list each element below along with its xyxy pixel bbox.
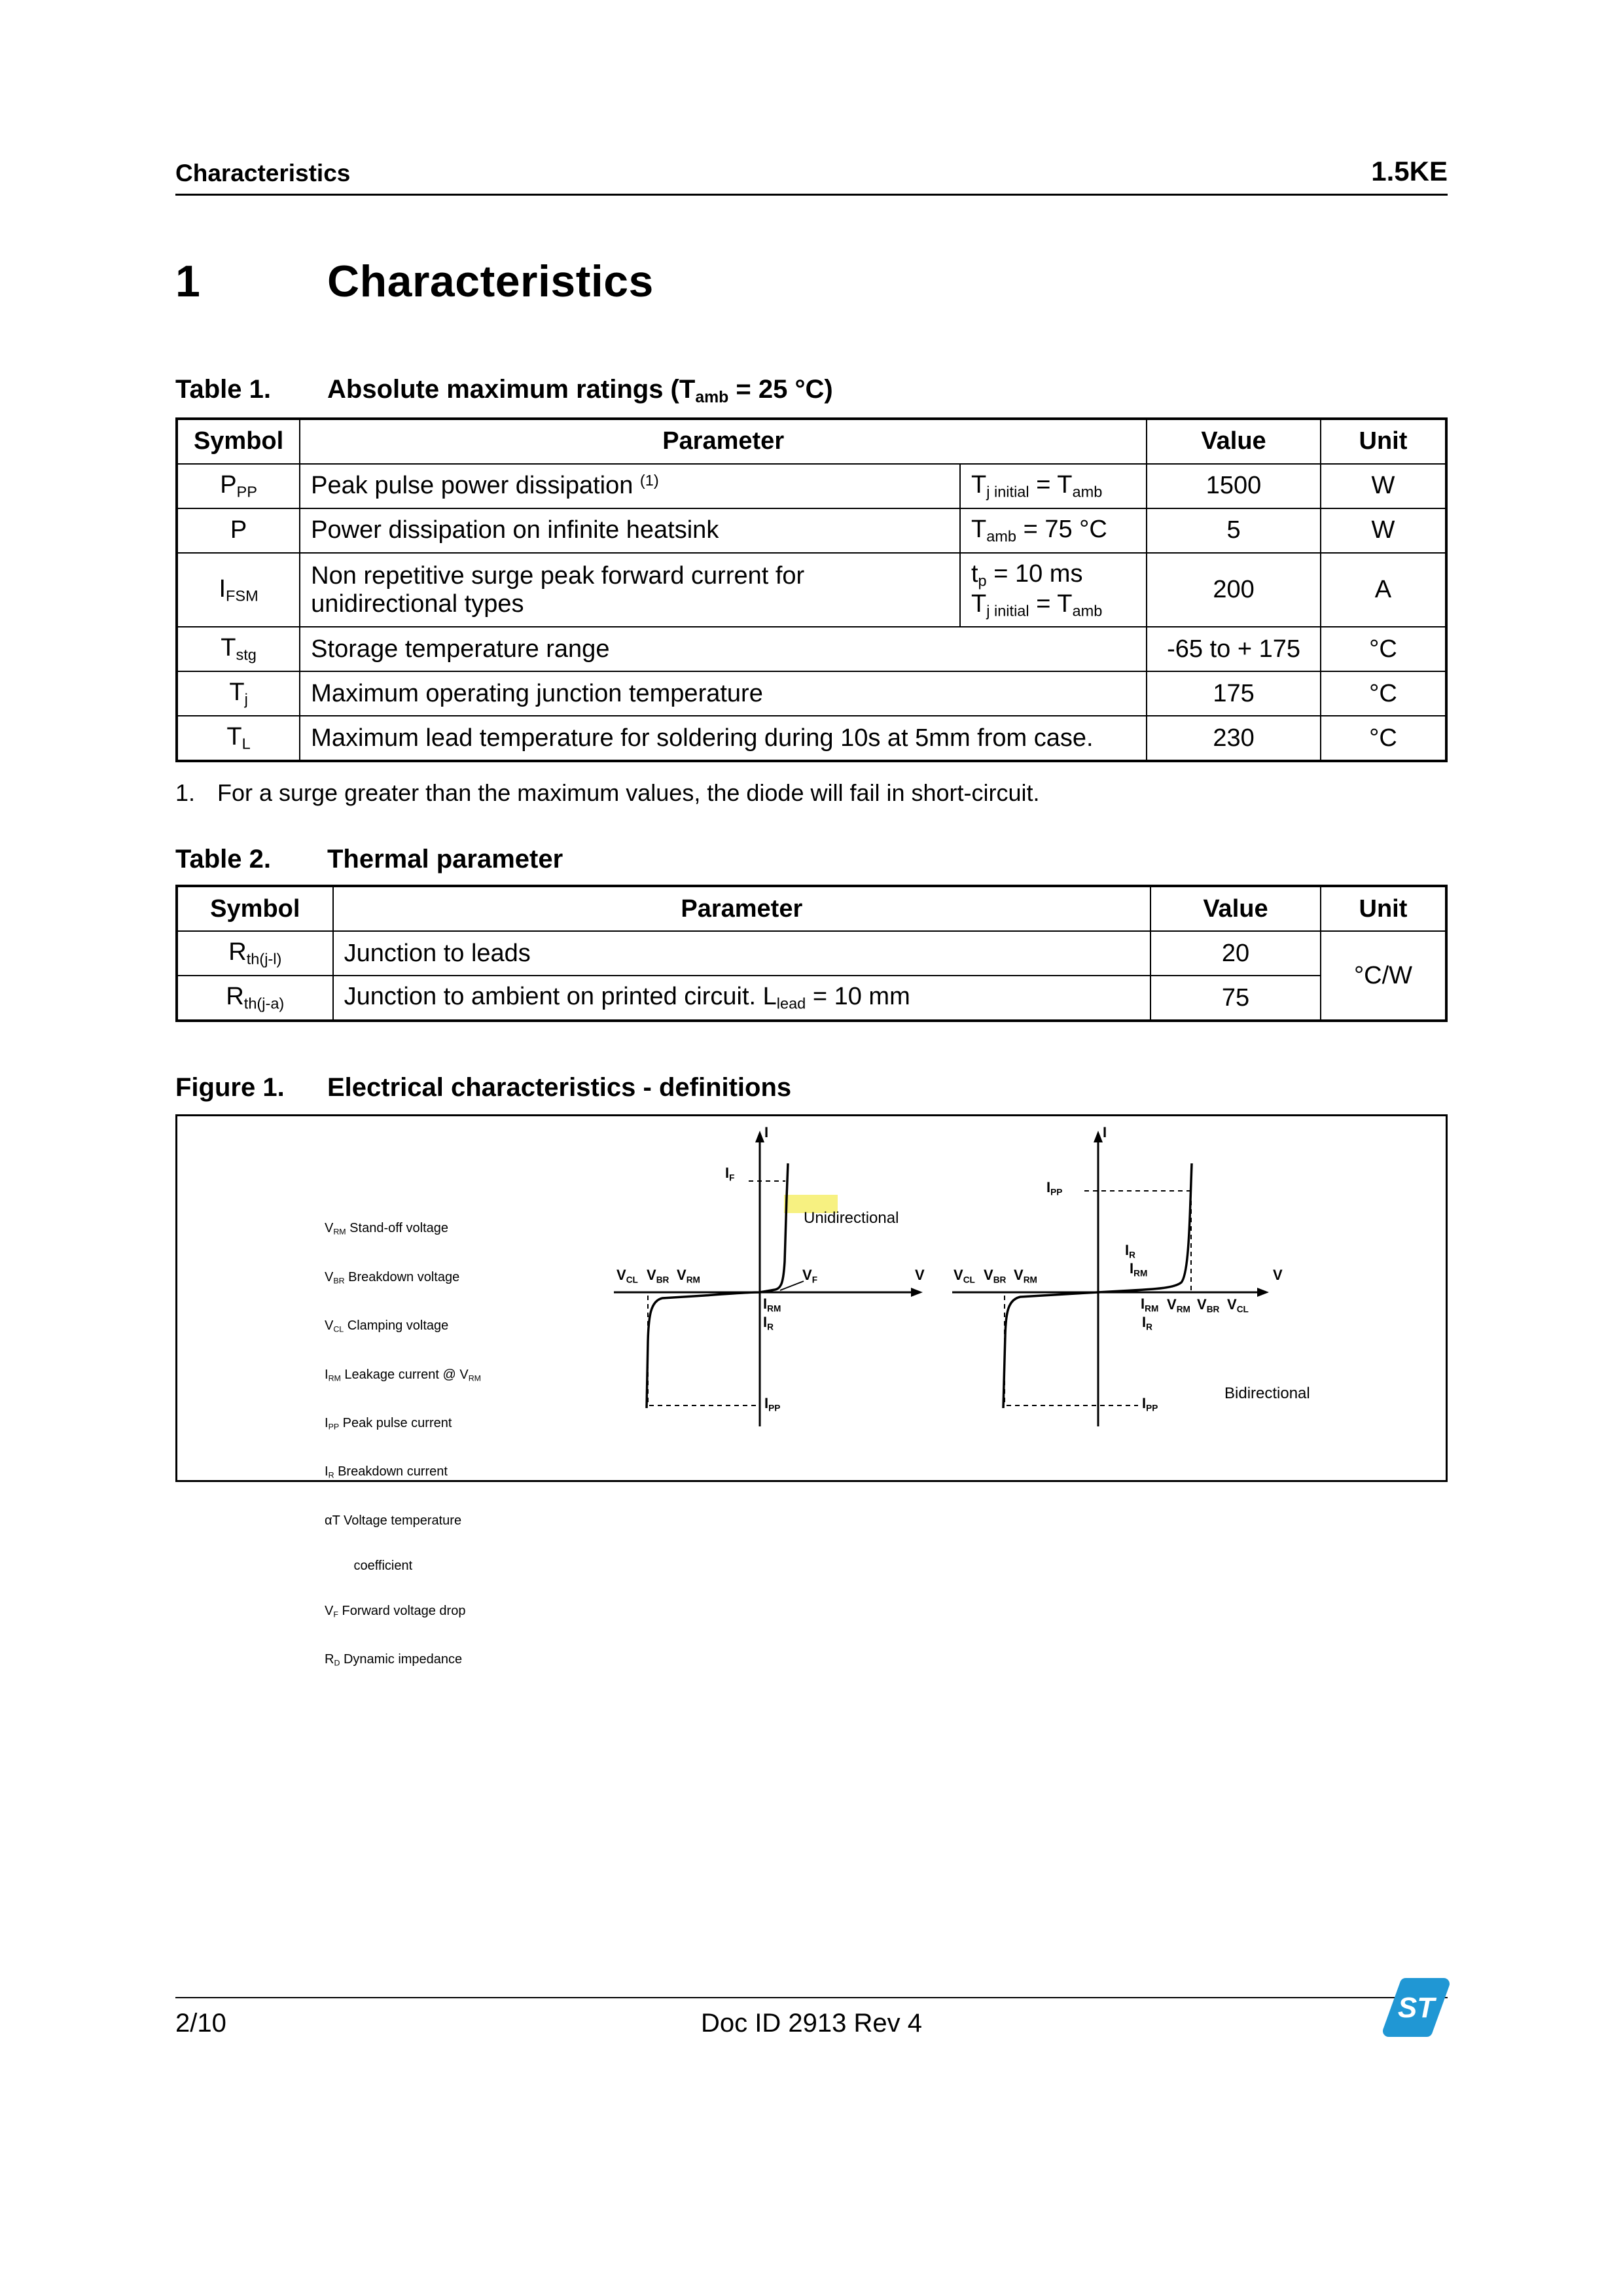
parameter-cell: Junction to ambient on printed circuit. Llead = 10 mm [333, 976, 1150, 1021]
col-value: Value [1147, 419, 1321, 464]
col-unit: Unit [1321, 419, 1446, 464]
legend-line: VBR Breakdown voltage [325, 1269, 460, 1286]
v-axis-arrow [1257, 1288, 1269, 1297]
if-label: IF [725, 1165, 735, 1183]
page-number: 2/10 [175, 2009, 226, 2038]
section-heading [175, 256, 1448, 307]
vf-leader [780, 1281, 804, 1290]
symbol-cell: Tstg [177, 627, 300, 671]
parameter-cell: Junction to leads [333, 931, 1150, 976]
unit-cell: °C [1321, 671, 1446, 716]
symbol-cell: Tj [177, 671, 300, 716]
vcl-right-label: VCL [1227, 1296, 1249, 1315]
ipp-bottom-label: IPP [1142, 1395, 1158, 1413]
parameter-cell: Maximum operating junction temperature [300, 671, 1147, 716]
col-unit: Unit [1321, 886, 1446, 931]
col-symbol: Symbol [177, 886, 333, 931]
irm-label: IRM [763, 1296, 781, 1314]
value-cell: 20 [1150, 931, 1321, 976]
symbol-cell: IFSM [177, 553, 300, 627]
bidirectional-graph [944, 1125, 1308, 1433]
legend-line: RD Dynamic impedance [325, 1652, 463, 1668]
legend-line: IPP Peak pulse current [325, 1416, 452, 1432]
table1-caption [175, 375, 1448, 407]
figure-electrical-characteristics [175, 1114, 1448, 1668]
i-axis-label: I [1103, 1124, 1107, 1141]
col-parameter: Parameter [300, 419, 1147, 464]
table-row [177, 931, 1446, 976]
irm-top-label: IRM [1130, 1260, 1148, 1279]
condition-line: Tamb = 75 °C [971, 516, 1107, 545]
value-cell: 5 [1147, 508, 1321, 553]
header-rule [175, 194, 1448, 196]
vcl-left-label: VCL [954, 1267, 975, 1285]
parameter-cell: Peak pulse power dissipation $^{(1)}$ [300, 464, 960, 508]
st-logo [1382, 1976, 1450, 2039]
condition-cell [960, 553, 1147, 627]
figure1-caption-text: Electrical characteristics - definitions [327, 1073, 792, 1103]
unit-cell: A [1321, 553, 1446, 627]
parameter-cell: Maximum lead temperature for soldering during 10s at 5mm from case. [300, 716, 1147, 761]
legend-line: VCL Clamping voltage [325, 1318, 449, 1334]
unit-cell: W [1321, 508, 1446, 553]
vcl-label: VCL [616, 1267, 638, 1285]
v-axis-arrow [911, 1288, 923, 1297]
table-row [177, 464, 1446, 508]
doc-id: Doc ID 2913 Rev 4 [701, 2009, 922, 2038]
st-logo-text: ST [1397, 1992, 1435, 2024]
table2-caption [175, 845, 1448, 874]
symbol-cell: P [177, 508, 300, 553]
table1-caption-label: Table 1. [175, 375, 271, 404]
value-cell: 230 [1147, 716, 1321, 761]
table-header-row [177, 886, 1446, 931]
table-row [177, 671, 1446, 716]
thermal-parameter-table [175, 885, 1448, 1022]
i-axis-arrow [1094, 1131, 1103, 1142]
ir-top-label: IR [1125, 1242, 1135, 1260]
unit-cell: °C [1321, 627, 1446, 671]
legend-line: αT Voltage temperature [325, 1513, 462, 1528]
ir-bottom-label: IR [1142, 1314, 1152, 1332]
header-section-title: Characteristics [175, 160, 351, 186]
figure1-caption-label: Figure 1. [175, 1073, 285, 1103]
i-axis-arrow [755, 1131, 764, 1142]
ipp-label: IPP [764, 1395, 781, 1413]
section-number: 1 [175, 256, 201, 306]
footnote-number: 1. [175, 779, 196, 807]
vbr-label: VBR [647, 1267, 669, 1285]
table2-caption-label: Table 2. [175, 845, 271, 874]
section-title: Characteristics [327, 256, 654, 306]
table-row [177, 553, 1446, 627]
legend-line: VF Forward voltage drop [325, 1603, 466, 1619]
table-row [177, 627, 1446, 671]
value-cell: 200 [1147, 553, 1321, 627]
condition-line: Tj initial = Tamb [971, 590, 1103, 620]
vrm-left-label: VRM [1014, 1267, 1037, 1285]
legend-line: VRM Stand-off voltage [325, 1221, 449, 1237]
unit-cell: W [1321, 464, 1446, 508]
condition-cell [960, 464, 1147, 508]
symbol-cell: Rth(j-a) [177, 976, 333, 1021]
parameter-cell: Power dissipation on infinite heatsink [300, 508, 960, 553]
value-cell: 75 [1150, 976, 1321, 1021]
parameter-cell: Non repetitive surge peak forward current for unidirectional types [300, 553, 960, 627]
header-part-number: 1.5KE [1371, 156, 1448, 186]
table1-caption-text: Absolute maximum ratings (Tamb = 25 °C) [327, 375, 833, 406]
legend-line: coefficient [325, 1558, 413, 1573]
vbr-left-label: VBR [984, 1267, 1007, 1285]
iv-curve [647, 1163, 788, 1408]
footnote-1 [175, 779, 1448, 807]
col-value: Value [1150, 886, 1321, 931]
value-cell: -65 to + 175 [1147, 627, 1321, 671]
i-axis-label: I [764, 1124, 769, 1141]
ir-label: IR [763, 1314, 774, 1332]
vrm-label: VRM [677, 1267, 700, 1285]
table-row [177, 976, 1446, 1021]
condition-line: Tj initial = Tamb [971, 471, 1103, 501]
parameter-cell: Storage temperature range [300, 627, 1147, 671]
running-header [175, 0, 1448, 187]
condition-cell [960, 508, 1147, 553]
symbol-cell: PPP [177, 464, 300, 508]
table-header-row [177, 419, 1446, 464]
figure-legend [325, 1191, 481, 1701]
col-symbol: Symbol [177, 419, 300, 464]
value-cell: 175 [1147, 671, 1321, 716]
legend-line: IR Breakdown current [325, 1464, 448, 1480]
unidirectional-graph [606, 1125, 933, 1433]
unidirectional-label: Unidirectional [804, 1209, 899, 1227]
table2-caption-text: Thermal parameter [327, 845, 563, 874]
value-cell: 1500 [1147, 464, 1321, 508]
unit-cell: °C [1321, 716, 1446, 761]
symbol-cell: TL [177, 716, 300, 761]
absolute-maximum-ratings-table [175, 417, 1448, 762]
ipp-top-label: IPP [1046, 1179, 1063, 1197]
footer-row [175, 1998, 1448, 2038]
bidirectional-label: Bidirectional [1224, 1385, 1310, 1403]
v-axis-label: V [1273, 1267, 1283, 1284]
vrm-right-label: VRM [1167, 1296, 1190, 1315]
legend-line: IRM Leakage current @ VRM [325, 1367, 481, 1383]
vbr-right-label: VBR [1197, 1296, 1220, 1315]
figure1-caption [175, 1073, 1448, 1103]
condition-line: tp = 10 ms [971, 559, 1083, 590]
page-footer [175, 1992, 1448, 2038]
table-row [177, 508, 1446, 553]
footnote-text: For a surge greater than the maximum values, the diode will fail in short-circuit. [217, 779, 1040, 807]
unit-cell: °C/W [1321, 931, 1446, 1021]
symbol-cell: Rth(j-l) [177, 931, 333, 976]
v-axis-label: V [915, 1267, 925, 1284]
table-row [177, 716, 1446, 761]
irm-bottom-label: IRM [1141, 1296, 1159, 1314]
col-parameter: Parameter [333, 886, 1150, 931]
vf-label: VF [802, 1267, 818, 1285]
